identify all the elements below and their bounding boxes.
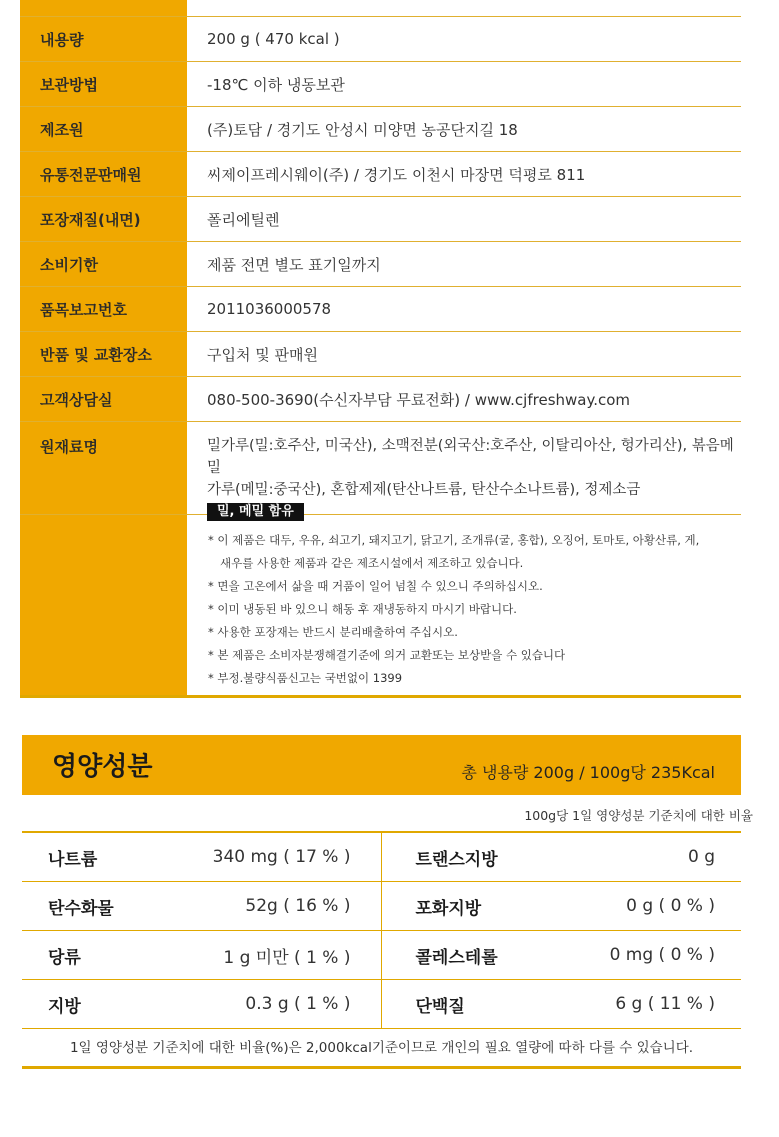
info-label: 소비기한	[20, 242, 187, 286]
nutrient-name: 포화지방	[415, 898, 482, 919]
nutrient-value: 6 g ( 11 % )	[615, 994, 715, 1014]
nutrition-row	[22, 980, 741, 1029]
info-label: 유통전문판매원	[20, 152, 187, 196]
info-label	[20, 515, 187, 695]
nutrition-footnote: 1일 영양성분 기준치에 대한 비율(%)은 2,000kcal기준이므로 개인의 필요 열량에 따하 다를 수 있습니다.	[22, 1027, 741, 1069]
nutrition-cell	[22, 833, 382, 881]
nutrient-name: 지방	[48, 996, 81, 1017]
info-label: 원재료명	[20, 422, 187, 514]
product-info-table	[20, 0, 741, 698]
nutrient-name: 단백질	[415, 996, 465, 1017]
nutrient-value: 340 mg ( 17 % )	[212, 847, 351, 867]
nutrition-cell	[382, 833, 742, 881]
info-row-distributor	[20, 152, 741, 197]
info-label: 포장재질(내면)	[20, 197, 187, 241]
info-value: 200 g ( 470 kcal )	[207, 30, 340, 48]
note-item: * 면을 고온에서 삶을 때 거품이 일어 넘칠 수 있으니 주의하십시오.	[208, 579, 543, 593]
info-label: 품목보고번호	[20, 287, 187, 331]
nutrition-row	[22, 882, 741, 931]
nutrition-cell	[22, 882, 382, 930]
nutrition-cell	[22, 931, 382, 979]
info-row-return-place	[20, 332, 741, 377]
info-row-storage	[20, 62, 741, 107]
info-label: 보관방법	[20, 62, 187, 106]
nutrient-name: 탄수화물	[48, 898, 114, 919]
info-label: 고객상담실	[20, 377, 187, 421]
info-label	[20, 0, 187, 16]
info-label: 반품 및 교환장소	[20, 332, 187, 376]
ingredients-line: 가루(메밀:중국산), 혼합제제(탄산나트륨, 탄산수소나트륨), 정제소금	[207, 482, 641, 498]
info-row-packaging	[20, 197, 741, 242]
note-item: * 이미 냉동된 바 있으니 해동 후 재냉동하지 마시기 바랍니다.	[208, 602, 517, 616]
info-value: 구입처 및 판매원	[207, 345, 318, 364]
note-item: * 본 제품은 소비자분쟁해결기준에 의거 교환또는 보상받을 수 있습니다	[208, 648, 566, 662]
info-label: 제조원	[20, 107, 187, 151]
info-value: -18℃ 이하 냉동보관	[207, 75, 345, 94]
ingredients-value	[187, 422, 741, 519]
note-item: * 이 제품은 대두, 우유, 쇠고기, 돼지고기, 닭고기, 조개류(굴, 홍합), 오징어, 토마토, 아황산류, 게,	[208, 533, 700, 547]
info-row-notes	[20, 515, 741, 698]
nutrition-title: 영양성분	[52, 752, 153, 782]
nutrition-total: 총 냉용량 200g / 100g당 235Kcal	[461, 763, 715, 782]
note-item: * 부정.불량식품신고는 국번없이 1399	[208, 671, 403, 685]
nutrient-name: 당류	[48, 947, 81, 968]
info-value: 080-500-3690(수신자부담 무료전화) / www.cjfreshway.com	[207, 390, 631, 409]
nutrition-subtitle: 100g당 1일 영양성분 기준치에 대한 비율	[524, 808, 753, 823]
info-row-report-number	[20, 287, 741, 332]
nutrient-value: 0 g	[687, 847, 715, 867]
nutrient-name: 나트륨	[48, 849, 98, 870]
nutrition-cell	[382, 980, 742, 1028]
info-label: 내용량	[20, 17, 187, 61]
nutrient-value: 0 g ( 0 % )	[626, 896, 715, 916]
info-row-volume	[20, 17, 741, 62]
info-row-ingredients	[20, 422, 741, 519]
note-item: * 사용한 포장재는 반드시 분리배출하여 주십시오.	[208, 625, 458, 639]
info-row-manufacturer	[20, 107, 741, 152]
note-item: 새우를 사용한 제품과 같은 제조시설에서 제조하고 있습니다.	[220, 556, 524, 570]
info-value: 씨제이프레시웨이(주) / 경기도 이천시 마장면 덕평로 811	[207, 165, 586, 184]
nutrient-value: 0.3 g ( 1 % )	[245, 994, 351, 1014]
nutrition-cell	[382, 931, 742, 979]
allergen-badge: 밀, 메밀 함유	[207, 503, 304, 521]
nutrition-cell	[22, 980, 382, 1028]
nutrition-table	[22, 831, 741, 1029]
nutrient-name: 트랜스지방	[415, 849, 498, 870]
info-row-top-partial	[20, 0, 741, 17]
info-row-customer-service	[20, 377, 741, 422]
nutrition-header	[22, 735, 741, 795]
notes-list	[187, 515, 741, 695]
nutrient-value: 52g ( 16 % )	[245, 896, 351, 916]
nutrient-name: 콜레스테롤	[415, 947, 498, 968]
nutrition-row	[22, 931, 741, 980]
info-value	[187, 0, 741, 16]
nutrient-value: 0 mg ( 0 % )	[609, 945, 715, 965]
nutrient-value: 1 g 미만 ( 1 % )	[223, 947, 351, 968]
info-value: 2011036000578	[207, 300, 332, 318]
info-value: (주)토담 / 경기도 안성시 미양면 농공단지길 18	[207, 120, 518, 139]
nutrition-row	[22, 833, 741, 882]
info-value: 폴리에틸렌	[207, 210, 280, 229]
info-row-expiry	[20, 242, 741, 287]
nutrition-cell	[382, 882, 742, 930]
info-value: 제품 전면 별도 표기일까지	[207, 255, 381, 274]
ingredients-line: 밀가루(밀:호주산, 미국산), 소맥전분(외국산:호주산, 이탈리아산, 헝가리산), 볶음메밀	[207, 438, 734, 476]
